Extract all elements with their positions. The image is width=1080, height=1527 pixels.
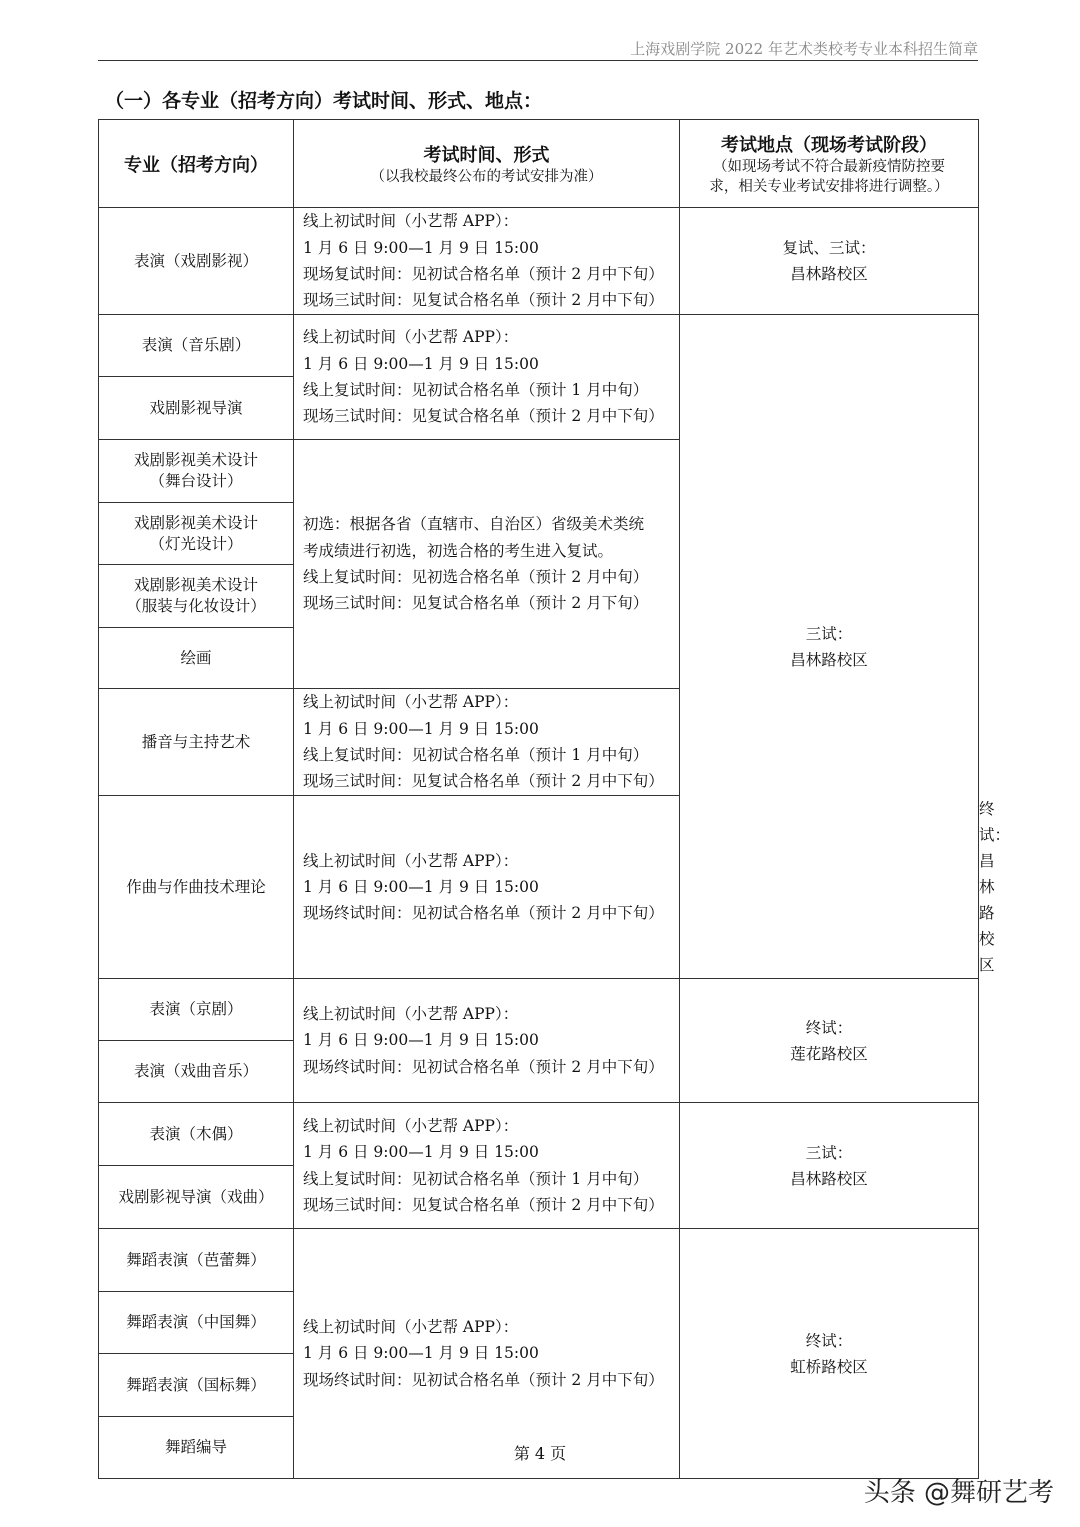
header-rule	[98, 60, 978, 61]
major-cell: 表演（音乐剧）	[99, 315, 294, 377]
place-header: 考试地点（现场考试阶段）	[721, 134, 937, 156]
document-header: 上海戏剧学院 2022 年艺术类校考专业本科招生简章	[630, 40, 978, 58]
major-cell: 表演（戏剧影视）	[99, 208, 294, 315]
major-cell: 舞蹈表演（中国舞）	[99, 1292, 294, 1354]
schedule-line: 现场复试时间：见初试合格名单（预计 2 月中下旬）	[303, 265, 664, 283]
schedule-header: 考试时间、形式	[423, 144, 550, 166]
table-row	[99, 1103, 979, 1166]
major-line: （服装与化妆设计）	[126, 597, 266, 615]
place-campus: 虹桥路校区	[790, 1357, 868, 1376]
place-cell	[680, 315, 979, 979]
schedule-line: 线上初试时间（小艺帮 APP）：	[303, 693, 519, 712]
schedule-line: 1 月 6 日 9:00—1 月 9 日 15:00	[303, 877, 539, 896]
schedule-cell	[294, 796, 680, 979]
table-row	[99, 315, 979, 377]
major-cell: 播音与主持艺术	[99, 689, 294, 796]
schedule-line: 现场终试时间：见初试合格名单（预计 2 月中下旬）	[303, 1370, 664, 1389]
schedule-line: 1 月 6 日 9:00—1 月 9 日 15:00	[303, 238, 539, 257]
table-row	[99, 979, 979, 1041]
schedule-line: 线上初试时间（小艺帮 APP）：	[303, 328, 519, 347]
place-campus: 昌林路校区	[790, 650, 868, 669]
schedule-cell	[294, 1103, 680, 1229]
schedule-line: 线上初试时间（小艺帮 APP）：	[303, 1318, 519, 1337]
schedule-line: 考成绩进行初选，初选合格的考生进入复试。	[303, 541, 614, 560]
schedule-line: 线上复试时间：见初试合格名单（预计 1 月中旬）	[303, 746, 649, 764]
major-line: 戏剧影视美术设计	[133, 513, 258, 532]
place-subheader-line2: 求，相关专业考试安排将进行调整。）	[709, 178, 949, 195]
schedule-line: 1 月 6 日 9:00—1 月 9 日 15:00	[303, 719, 539, 738]
place-campus: 昌林路校区	[790, 1169, 868, 1188]
schedule-line: 1 月 6 日 9:00—1 月 9 日 15:00	[303, 354, 539, 373]
major-header: 专业（招考方向）	[124, 154, 268, 176]
schedule-line: 线上初试时间（小艺帮 APP）：	[303, 1116, 519, 1135]
major-cell: 表演（木偶）	[99, 1103, 294, 1166]
major-cell: 舞蹈编导	[99, 1417, 294, 1479]
place-campus: 昌林路校区	[790, 265, 868, 283]
place-header-cell	[680, 120, 979, 208]
major-cell: 戏剧影视导演（戏曲）	[99, 1166, 294, 1229]
schedule-line: 1 月 6 日 9:00—1 月 9 日 15:00	[303, 1344, 539, 1363]
schedule-line: 现场终试时间：见初试合格名单（预计 2 月中下旬）	[303, 1057, 664, 1076]
schedule-cell	[294, 979, 680, 1103]
schedule-line: 初选：根据各省（直辖市、自治区）省级美术类统	[303, 515, 645, 534]
place-cell	[680, 1103, 979, 1229]
major-line: （舞台设计）	[149, 472, 243, 490]
place-stage: 复试、三试：	[782, 239, 876, 257]
schedule-cell	[294, 208, 680, 315]
major-cell: 舞蹈表演（芭蕾舞）	[99, 1229, 294, 1292]
schedule-line: 线上初试时间（小艺帮 APP）：	[303, 212, 519, 231]
place-stage: 三试：	[805, 624, 853, 643]
table-row	[99, 208, 979, 315]
schedule-cell	[294, 315, 680, 440]
place-stage: 终试：	[805, 1018, 853, 1037]
schedule-line: 现场三试时间：见复试合格名单（预计 2 月中下旬）	[303, 407, 664, 426]
major-line: 戏剧影视美术设计	[133, 576, 258, 594]
schedule-line: 现场三试时间：见复试合格名单（预计 2 月下旬）	[303, 594, 649, 613]
place-cell	[680, 208, 979, 315]
place-stage: 终试：	[805, 1331, 853, 1350]
major-cell	[99, 440, 294, 503]
schedule-line: 线上复试时间：见初选合格名单（预计 2 月中旬）	[303, 568, 649, 586]
schedule-cell	[294, 689, 680, 796]
schedule-cell	[294, 440, 680, 689]
schedule-subheader: （以我校最终公布的考试安排为准）	[370, 168, 603, 185]
major-line: 戏剧影视美术设计	[133, 451, 258, 469]
schedule-line: 线上复试时间：见初试合格名单（预计 1 月中旬）	[303, 1169, 649, 1188]
table-row	[99, 1229, 979, 1292]
schedule-header-cell	[294, 120, 680, 208]
place-campus: 莲花路校区	[790, 1044, 868, 1063]
major-line: （灯光设计）	[149, 534, 243, 553]
page-number: 第 4 页	[513, 1444, 567, 1463]
watermark: 头条 @舞研艺考	[863, 1478, 1054, 1508]
table-row: 作曲与作曲技术理论 线上初试时间（小艺帮 APP）： 1 月 6 日 9:00—1 月 9 日 15:00 现场终试时间：见初试合格名单（预计 2 月中下旬） 终试： 昌林路校区	[99, 796, 979, 979]
schedule-line: 线上复试时间：见初试合格名单（预计 1 月中旬）	[303, 381, 649, 399]
major-cell: 舞蹈表演（国标舞）	[99, 1354, 294, 1417]
place-cell	[680, 979, 979, 1103]
exam-schedule-table	[98, 119, 1011, 1479]
major-cell: 绘画	[99, 628, 294, 689]
section-title: （一）各专业（招考方向）考试时间、形式、地点：	[105, 90, 543, 112]
major-cell: 戏剧影视导演	[99, 377, 294, 440]
major-header-cell	[99, 120, 294, 208]
schedule-line: 线上初试时间（小艺帮 APP）：	[303, 1005, 519, 1024]
major-cell: 作曲与作曲技术理论	[99, 796, 294, 979]
schedule-line: 现场三试时间：见复试合格名单（预计 2 月中下旬）	[303, 291, 664, 310]
schedule-line: 现场三试时间：见复试合格名单（预计 2 月中下旬）	[303, 772, 664, 791]
schedule-line: 1 月 6 日 9:00—1 月 9 日 15:00	[303, 1031, 539, 1050]
schedule-line: 现场三试时间：见复试合格名单（预计 2 月中下旬）	[303, 1195, 664, 1214]
place-subheader-line1: （如现场考试不符合最新疫情防控要	[713, 158, 945, 175]
major-cell: 表演（戏曲音乐）	[99, 1041, 294, 1103]
major-cell	[99, 503, 294, 565]
schedule-line: 1 月 6 日 9:00—1 月 9 日 15:00	[303, 1143, 539, 1162]
major-cell	[99, 565, 294, 628]
schedule-line: 现场终试时间：见初试合格名单（预计 2 月中下旬）	[303, 904, 664, 923]
table-header-row	[99, 120, 979, 208]
schedule-line: 线上初试时间（小艺帮 APP）：	[303, 851, 519, 870]
place-stage: 三试：	[805, 1143, 853, 1162]
major-cell: 表演（京剧）	[99, 979, 294, 1041]
